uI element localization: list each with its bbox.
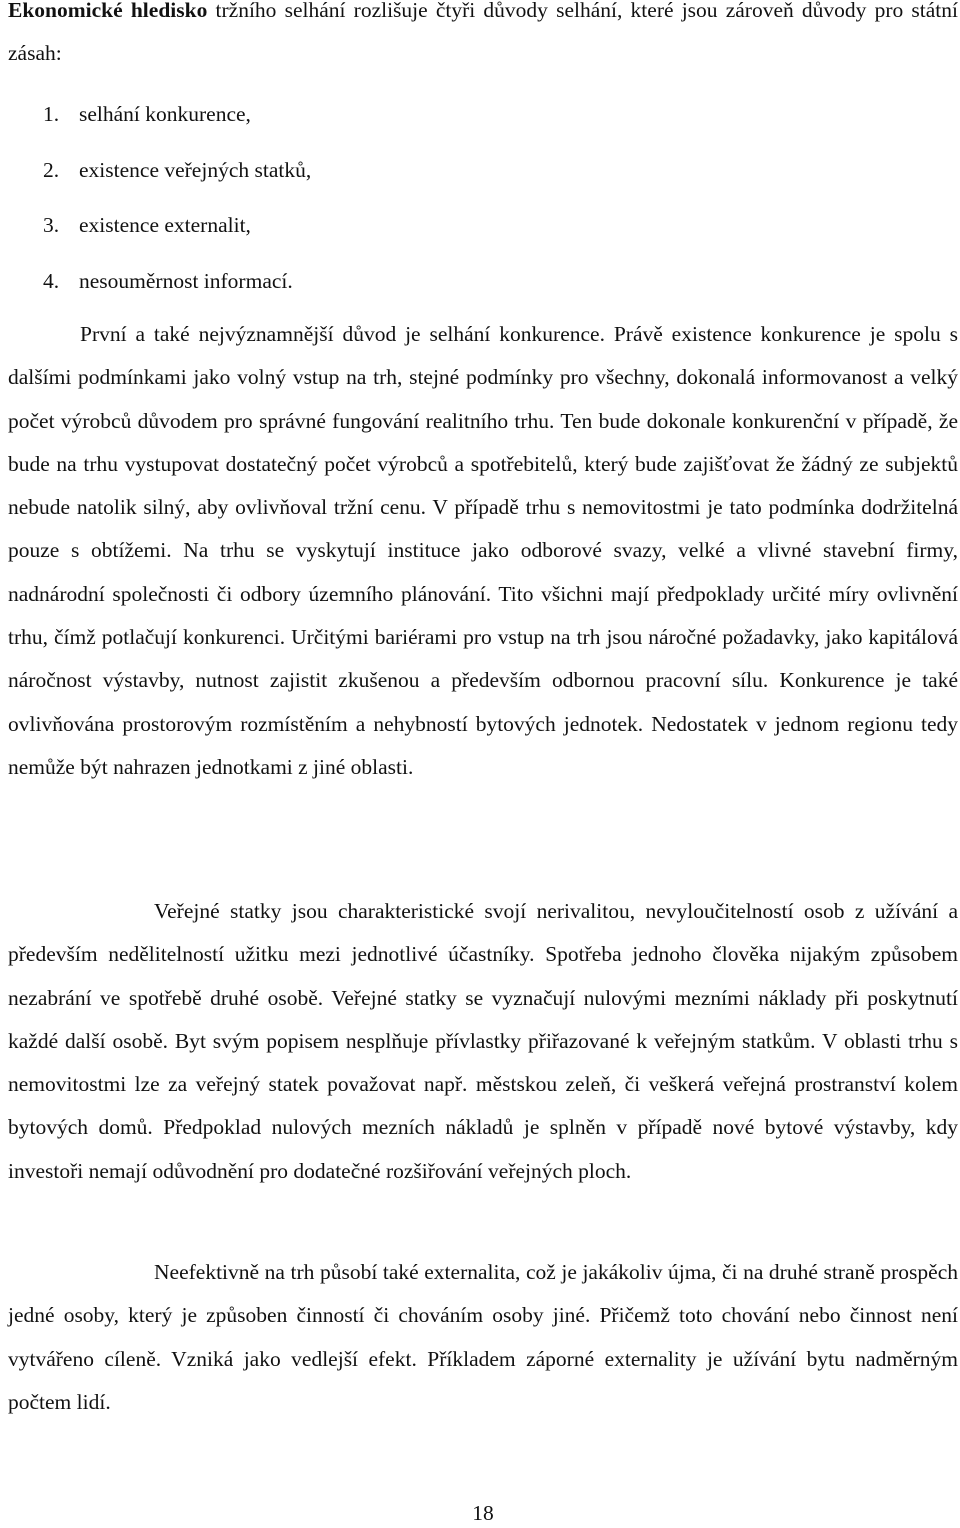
document-page bbox=[8, 0, 958, 1525]
list-item bbox=[43, 254, 311, 310]
list-item-text: existence externalit, bbox=[79, 213, 251, 237]
paragraph-competition: První a také nejvýznamnější důvod je selhání konkurence. Právě existence konkurence je spolu s dalšími podmínkami jako volný vstup na trh, stejné podmínky pro všechny, dokonalá informovanost a velký počet výrobců důvodem pro správné fungování realitního trhu. Ten bude dokonale konkurenční v případě, že bude na trhu vystupovat dostatečný počet výrobců a spotřebitelů, který bude zajišťovat že žádný ze subjektů nebude natolik silný, aby ovlivňoval tržní cenu. V případě trhu s nemovitostmi je tato podmínka dodržitelná pouze s obtížemi. Na trhu se vyskytují instituce jako odborové svazy, velké a vlivné stavební firmy, nadnárodní společnosti či odbory územního plánování. Tito všichni mají předpoklady určité míry ovlivnění trhu, čímž potlačují konkurenci. Určitými bariérami pro vstup na trh jsou náročné požadavky, jako kapitálová náročnost výstavby, nutnost zajistit zkušenou a především odbornou pracovní sílu. Konkurence je také ovlivňována prostorovým rozmístěním a nehybností bytových jednotek. Nedostatek v jednom regionu tedy nemůže být nahrazen jednotkami z jiné oblasti. bbox=[8, 322, 958, 779]
page-number: 18 bbox=[472, 1501, 494, 1525]
reasons-list bbox=[43, 87, 311, 309]
list-item bbox=[43, 198, 311, 254]
list-item bbox=[43, 143, 311, 199]
intro-paragraph bbox=[8, 0, 958, 76]
list-item-number: 1. bbox=[43, 102, 60, 126]
list-item-text: selhání konkurence, bbox=[79, 102, 251, 126]
intro-lead-term: Ekonomické hledisko bbox=[8, 0, 208, 22]
paragraph-public-goods: Veřejné statky jsou charakteristické svojí nerivalitou, nevyloučitelností osob z užívání a především nedělitelností užitku mezi jednotlivé účastníky. Spotřeba jednoho člověka nijakým způsobem nezabrání ve spotřebě druhé osobě. Veřejné statky se vyznačují nulovými mezními náklady při poskytnutí každé další osobě. Byt svým popisem nesplňuje přívlastky přiřazované k veřejným statkům. V oblasti trhu s nemovitostmi lze za veřejný statek považovat např. městskou zeleň, či veškerá veřejná prostranství kolem bytových domů. Předpoklad nulových mezních nákladů je splněn v případě nové bytové výstavby, kdy investoři nemají odůvodnění pro dodatečné rozšiřování veřejných ploch. bbox=[8, 899, 958, 1183]
list-item-number: 2. bbox=[43, 157, 60, 182]
list-item bbox=[43, 87, 311, 143]
list-item-text: nesouměrnost informací. bbox=[79, 268, 293, 293]
list-item-text: existence veřejných statků, bbox=[79, 157, 312, 182]
list-item-number: 4. bbox=[43, 268, 60, 293]
intro-text: tržního selhání rozlišuje čtyři důvody selhání, které jsou zároveň důvody pro státní zásah: bbox=[8, 0, 958, 66]
list-item-number: 3. bbox=[43, 213, 60, 237]
paragraph-externalities: Neefektivně na trh působí také externalita, což je jakákoliv újma, či na druhé straně prospěch jedné osoby, který je způsoben činností či chováním osoby jiné. Přičemž toto chování nebo činnost není vytvářeno cíleně. Vzniká jako vedlejší efekt. Příkladem záporné externality je užívání bytu nadměrným počtem lidí. bbox=[8, 1260, 958, 1414]
